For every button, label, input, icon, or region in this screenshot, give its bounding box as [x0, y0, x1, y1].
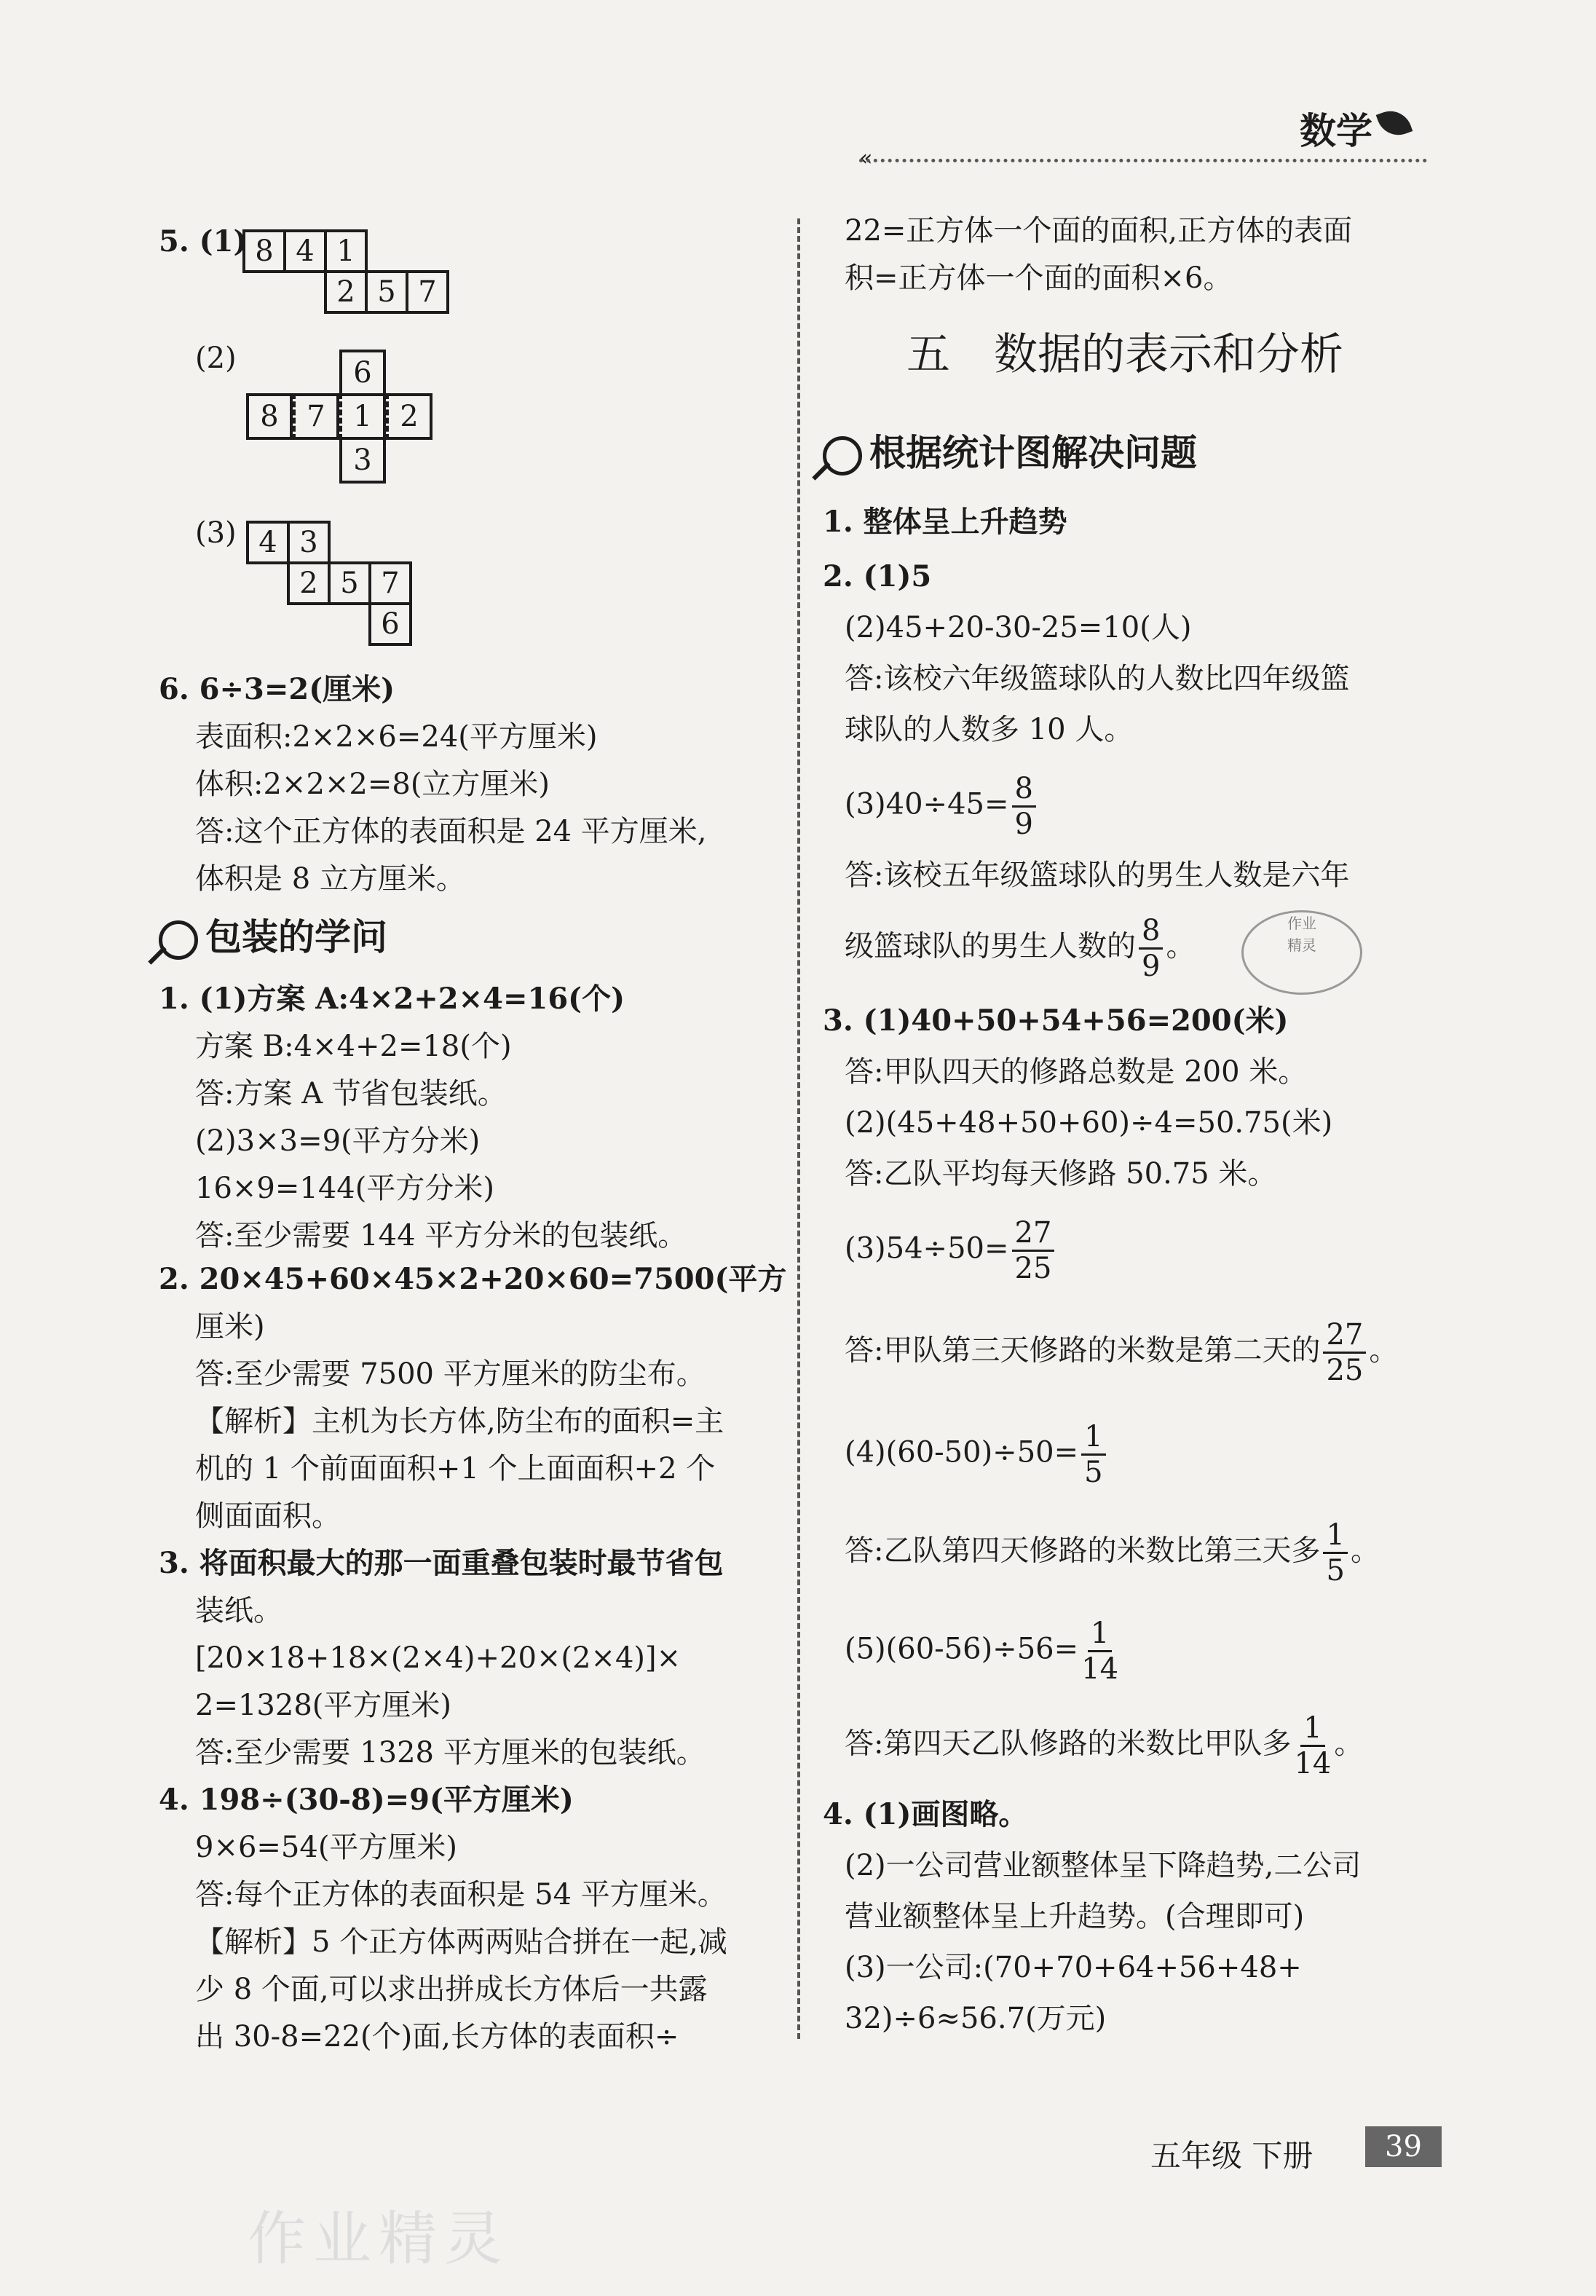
- fraction: $\frac{27}{25}$: [1012, 1216, 1055, 1285]
- r4-line: 4. (1)画图略。: [823, 1797, 1028, 1831]
- r2-line: (2)45+20-30-25=10(人): [845, 611, 1192, 644]
- r4-line: (3)一公司:(70+70+64+56+48+: [845, 1951, 1302, 1984]
- r4-line: 营业额整体呈上升趋势。(合理即可): [845, 1900, 1305, 1933]
- net-cell: 7: [406, 270, 449, 314]
- net-cell: 6: [339, 350, 386, 396]
- p2-line: 【解析】主机为长方体,防尘布的面积=主: [195, 1405, 724, 1438]
- p2-line: 侧面面积。: [195, 1499, 341, 1533]
- fraction: $\frac{27}{25}$: [1323, 1318, 1366, 1387]
- fraction: $\frac{8}{9}$: [1139, 914, 1163, 983]
- stamp-logo: 作业 精灵: [1241, 910, 1362, 995]
- expr: 答:甲队第三天修路的米数是第二天的: [845, 1333, 1321, 1368]
- r4-line: 32)÷6≈56.7(万元): [845, 2002, 1107, 2035]
- p3-line: 装纸。: [195, 1594, 283, 1628]
- net-cell: 1: [324, 229, 368, 273]
- net-cell: 8: [246, 393, 293, 440]
- net-cell: 3: [287, 521, 331, 564]
- r3-line: 答:第四天乙队修路的米数比甲队多 $\frac{1}{14}$ 。: [845, 1711, 1364, 1780]
- fraction: $\frac{1}{14}$: [1294, 1711, 1332, 1780]
- fraction: $\frac{1}{5}$: [1323, 1518, 1347, 1587]
- net-cell: 3: [339, 437, 386, 484]
- magnifier-icon: [159, 920, 198, 960]
- net-cell: 2: [287, 561, 331, 605]
- period: 。: [1166, 929, 1196, 963]
- header-divider: [859, 159, 1427, 162]
- p3-line: [20×18+18×(2×4)+20×(2×4)]×: [195, 1641, 682, 1675]
- p4-line: 4. 198÷(30-8)=9(平方厘米): [159, 1783, 574, 1817]
- r3-line: 答:甲队四天的修路总数是 200 米。: [845, 1055, 1308, 1089]
- leaf-icon: [1376, 105, 1413, 141]
- p2-line: 厘米): [195, 1310, 265, 1344]
- net-cell: 4: [283, 229, 327, 273]
- q6-line: 答:这个正方体的表面积是 24 平方厘米,: [195, 815, 707, 848]
- r3-line: (2)(45+48+50+60)÷4=50.75(米): [845, 1106, 1333, 1140]
- q5-2-label: (2): [195, 342, 237, 375]
- numerator: 8: [1012, 772, 1036, 808]
- expr: 答:第四天乙队修路的米数比甲队多: [845, 1727, 1292, 1761]
- expr: (5)(60-56)÷56=: [845, 1632, 1079, 1666]
- q6-line: 体积:2×2×2=8(立方厘米): [195, 768, 550, 801]
- p1-line: 答:至少需要 144 平方分米的包装纸。: [195, 1219, 687, 1252]
- net-cell: 4: [246, 521, 290, 564]
- arrow-icon: «: [859, 146, 873, 171]
- net-cell: 7: [368, 561, 412, 605]
- p1-line: 16×9=144(平方分米): [195, 1172, 494, 1205]
- fraction: $\frac{1}{14}$: [1081, 1617, 1119, 1686]
- expr: 级篮球队的男生人数的: [845, 929, 1136, 963]
- net-cell: 7: [293, 393, 339, 440]
- section-title: 包装的学问: [205, 916, 387, 958]
- net-cell: 2: [386, 393, 432, 440]
- cont-line: 积=正方体一个面的面积×6。: [845, 261, 1233, 295]
- r2-line: 球队的人数多 10 人。: [845, 713, 1134, 746]
- q6-line: 体积是 8 立方厘米。: [195, 862, 465, 896]
- fraction: [1012, 772, 1036, 841]
- r4-line: (2)一公司营业额整体呈下降趋势,二公司: [845, 1849, 1362, 1882]
- q5-3-label: (3): [195, 516, 237, 550]
- r3-line: 答:甲队第三天修路的米数是第二天的 $\frac{27}{25}$ 。: [845, 1318, 1399, 1387]
- q5-label: 5. (1): [159, 224, 248, 259]
- section-heading: [159, 914, 387, 960]
- p3-line: 答:至少需要 1328 平方厘米的包装纸。: [195, 1736, 706, 1770]
- p4-line: 答:每个正方体的表面积是 54 平方厘米。: [195, 1878, 727, 1912]
- p4-line: 出 30-8=22(个)面,长方体的表面积÷: [195, 2020, 679, 2054]
- r2-line: [845, 772, 1039, 841]
- magnifier-icon: [823, 436, 862, 476]
- p1-line: (2)3×3=9(平方分米): [195, 1124, 481, 1158]
- r3-line: [845, 1617, 1121, 1686]
- r2-line: [845, 914, 1195, 983]
- subject-title: 数学: [1300, 110, 1372, 152]
- footer-grade: 五年级 下册: [1150, 2138, 1313, 2174]
- r2-line: 答:该校五年级篮球队的男生人数是六年: [845, 859, 1350, 892]
- expr: (3)40÷45=: [845, 787, 1009, 821]
- expr: (4)(60-50)÷50=: [845, 1435, 1079, 1469]
- section-title: 根据统计图解决问题: [869, 432, 1197, 474]
- r3-line: [845, 1216, 1057, 1285]
- p4-line: 少 8 个面,可以求出拼成长方体后一共露: [195, 1973, 708, 2006]
- net-cell: 8: [242, 229, 286, 273]
- r3-line: 答:乙队平均每天修路 50.75 米。: [845, 1157, 1277, 1191]
- net-cell: 5: [328, 561, 371, 605]
- fraction: $\frac{1}{5}$: [1081, 1420, 1105, 1489]
- p3-line: 2=1328(平方厘米): [195, 1689, 451, 1722]
- p2-line: 机的 1 个前面面积+1 个上面面积+2 个: [195, 1452, 716, 1486]
- expr: (3)54÷50=: [845, 1231, 1009, 1266]
- page-number: 39: [1365, 2126, 1442, 2167]
- r3-line: [845, 1420, 1109, 1489]
- q6-line: 6. 6÷3=2(厘米): [159, 672, 395, 706]
- p4-line: 9×6=54(平方厘米): [195, 1831, 458, 1864]
- r3-line: 3. (1)40+50+54+56=200(米): [823, 1003, 1289, 1038]
- column-divider: [797, 218, 800, 2039]
- r2-line: 答:该校六年级篮球队的人数比四年级篮: [845, 662, 1350, 695]
- p2-line: 2. 20×45+60×45×2+20×60=7500(平方: [159, 1262, 787, 1296]
- watermark: 作业精灵: [248, 2205, 510, 2273]
- net-cell: 1: [339, 393, 386, 440]
- net-cell: 2: [324, 270, 368, 314]
- net-cell: 5: [365, 270, 408, 314]
- p1-line: 答:方案 A 节省包装纸。: [195, 1077, 507, 1110]
- r3-line: 答:乙队第四天修路的米数比第三天多 $\frac{1}{5}$ 。: [845, 1518, 1380, 1587]
- denominator: 9: [1014, 808, 1033, 841]
- q6-line: 表面积:2×2×6=24(平方厘米): [195, 720, 598, 754]
- p1-line: 1. (1)方案 A:4×2+2×4=16(个): [159, 982, 625, 1016]
- p3-line: 3. 将面积最大的那一面重叠包装时最节省包: [159, 1546, 724, 1580]
- section-heading: [823, 430, 1197, 476]
- p4-line: 【解析】5 个正方体两两贴合拼在一起,减: [195, 1925, 727, 1959]
- p2-line: 答:至少需要 7500 平方厘米的防尘布。: [195, 1357, 706, 1391]
- chapter-title: 五 数据的表示和分析: [906, 329, 1343, 380]
- net-cell: 6: [368, 602, 412, 646]
- p1-line: 方案 B:4×4+2=18(个): [195, 1030, 512, 1063]
- r2-line: 2. (1)5: [823, 559, 932, 593]
- expr: 答:乙队第四天修路的米数比第三天多: [845, 1534, 1321, 1568]
- cont-line: 22=正方体一个面的面积,正方体的表面: [845, 214, 1353, 248]
- r1-line: 1. 整体呈上升趋势: [823, 505, 1067, 539]
